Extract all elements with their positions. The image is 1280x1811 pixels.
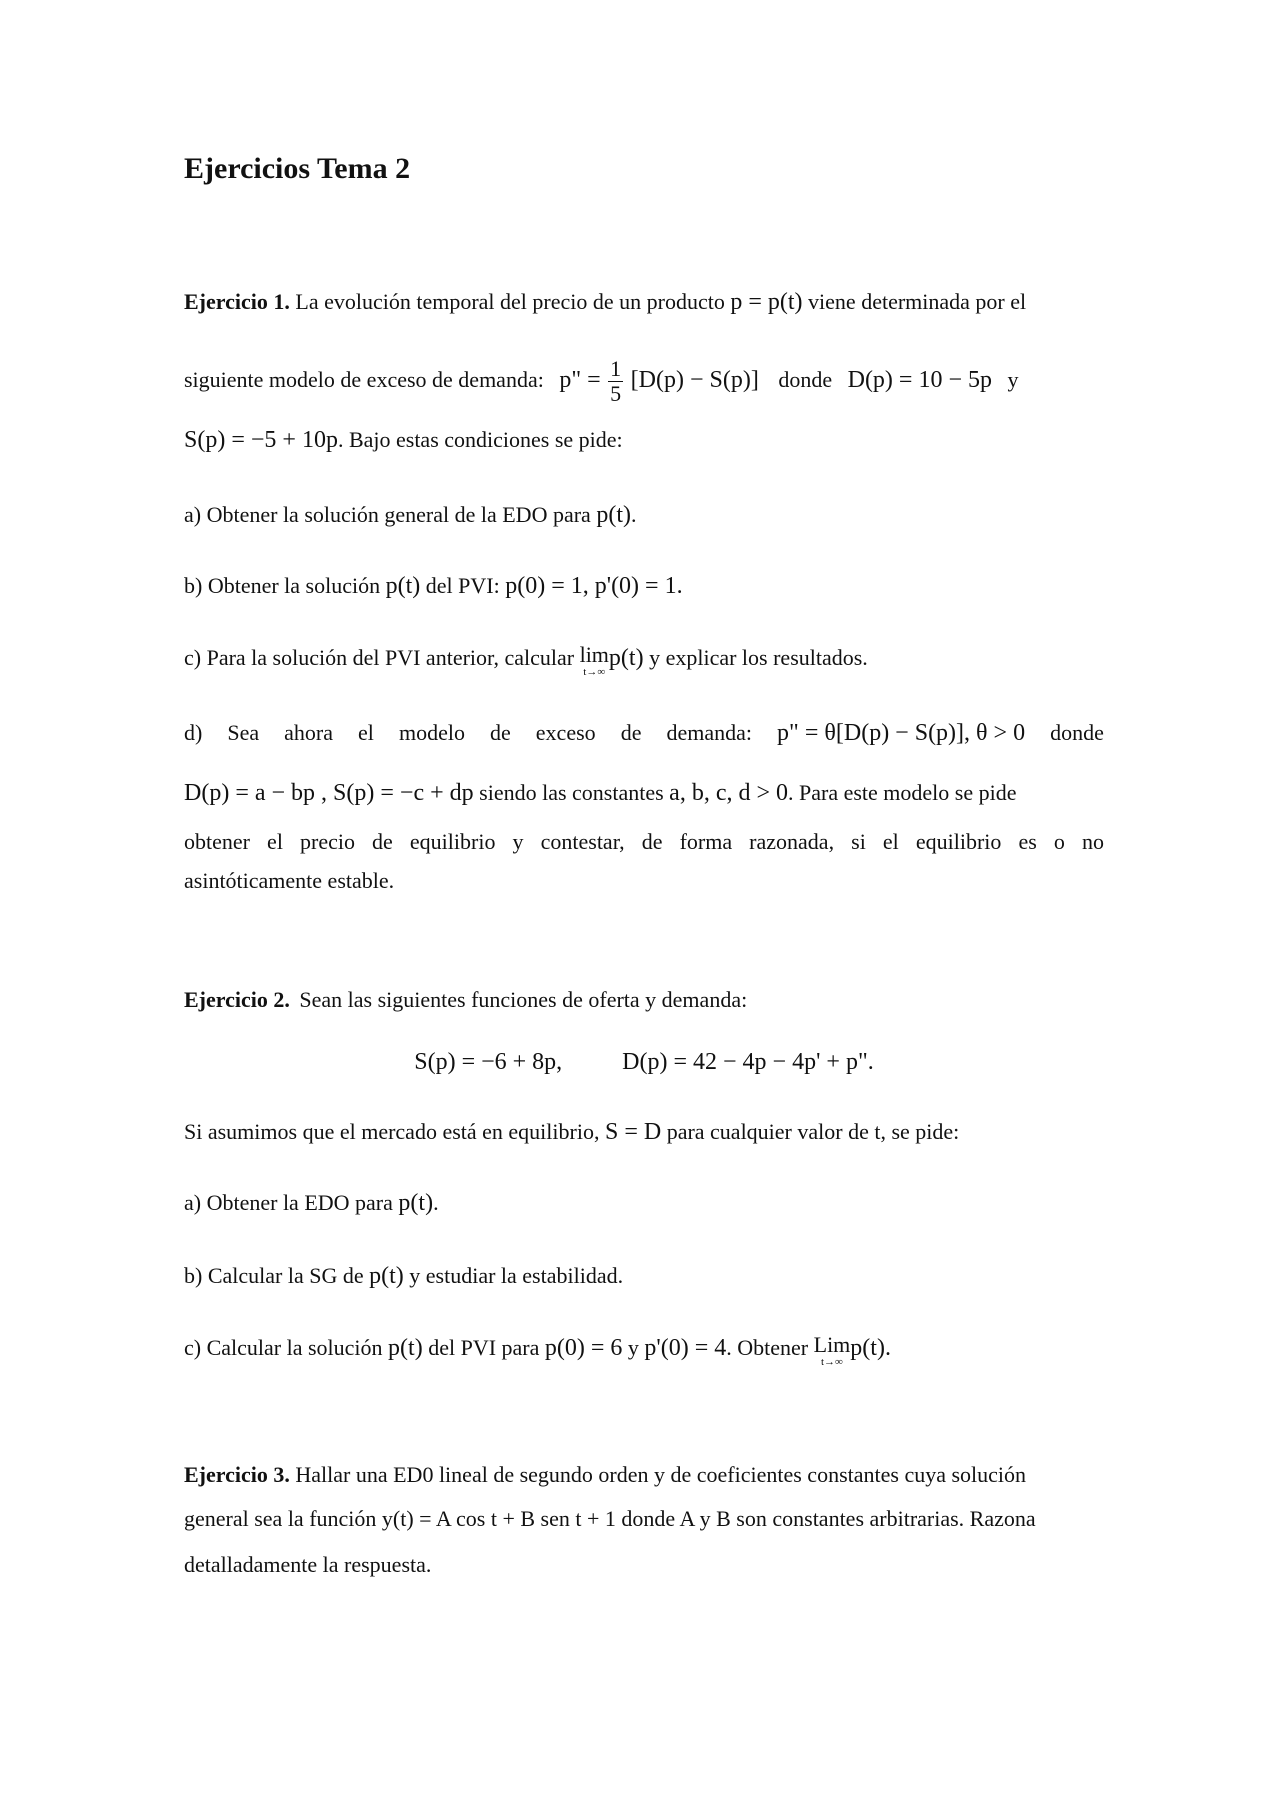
ex1-math-price: p = p(t) [730, 289, 803, 315]
d-word: modelo [398, 720, 465, 745]
ex1-part-b [184, 571, 1104, 601]
ex2-condition [184, 1117, 1104, 1147]
lim-subscript: t→∞ [583, 666, 606, 678]
ex2-c-cond2: p'(0) = 4 [644, 1335, 727, 1361]
ex3-text-tail: donde A y B son constantes arbitrarias. Razona [621, 1506, 1036, 1531]
d-word: de [490, 720, 511, 745]
lim-label: lim [579, 642, 609, 667]
ex2-c-pvi: del PVI para [428, 1335, 540, 1360]
ex2-demand-eq: D(p) = 42 − 4p − 4p' + p". [622, 1049, 874, 1075]
ex2-c-limit-math: p(t). [850, 1335, 891, 1361]
ex1-c-text: c) Para la solución del PVI anterior, calcular [184, 645, 575, 670]
ex1-d-text: siendo las constantes [479, 780, 664, 805]
ex2-intro-text: Sean las siguientes funciones de oferta y demanda: [299, 987, 748, 1012]
ex1-b-math: p(t) [385, 573, 421, 599]
ex1-model-lhs: p" = [559, 367, 601, 393]
ex3-text: Hallar una ED0 lineal de segundo orden y de coeficientes constantes cuya solución [295, 1462, 1027, 1487]
ex3-line-1 [184, 1460, 1104, 1490]
ex1-part-d-line-4: asintóticamente estable. [184, 868, 395, 893]
ex2-c-cond1: p(0) = 6 [544, 1335, 623, 1361]
d-word: d) [184, 720, 203, 745]
ex1-model-bracket: [D(p) − S(p)] [630, 367, 759, 393]
ex1-demand-fn: D(p) = 10 − 5p [847, 367, 992, 393]
ex1-d-functions: D(p) = a − bp , S(p) = −c + dp [184, 780, 474, 806]
ex1-label: Ejercicio 1. [184, 289, 290, 314]
fraction-denominator: 5 [610, 381, 622, 407]
ex1-d-constants: a, b, c, d > 0 [669, 780, 789, 806]
ex1-fraction [608, 357, 623, 406]
ex1-part-d-line-2 [184, 778, 1104, 808]
page-title: Ejercicios Tema 2 [184, 152, 411, 185]
ex2-supply-eq: S(p) = −6 + 8p, [414, 1049, 563, 1075]
ex2-part-c [184, 1333, 1104, 1367]
ex1-a-text: a) Obtener la solución general de la EDO para [184, 502, 591, 527]
ex2-a-math: p(t) [398, 1190, 434, 1216]
ex1-a-math: p(t) [596, 502, 631, 528]
ex2-cond-math: S = D [604, 1119, 662, 1145]
ex3-label: Ejercicio 3. [184, 1462, 290, 1487]
ex3-line-3: detalladamente la respuesta. [184, 1552, 432, 1577]
ex2-b-text: b) Calcular la SG de [184, 1263, 364, 1288]
ex2-part-b [184, 1261, 1104, 1291]
ex1-d-donde: donde [1050, 720, 1104, 745]
ex1-part-c [184, 643, 1104, 677]
ex1-b-pvi: del PVI: [425, 573, 500, 598]
d-word: Sea [227, 720, 260, 745]
fraction-numerator: 1 [610, 356, 622, 382]
ex1-line-1 [184, 287, 1104, 317]
ex1-b-text: b) Obtener la solución [184, 573, 381, 598]
ex1-line-2 [184, 350, 1104, 410]
d-word: el [358, 720, 374, 745]
ex2-b-tail: y estudiar la estabilidad. [409, 1263, 624, 1288]
ex2-c-obtain: . Obtener [726, 1335, 809, 1360]
ex1-supply-fn: S(p) = −5 + 10p [184, 427, 338, 453]
ex2-intro [184, 985, 1104, 1015]
ex1-b-conditions: p(0) = 1, p'(0) = 1. [505, 573, 683, 599]
ex2-equations [184, 1047, 1104, 1077]
ex2-part-a: a) Obtener la EDO para p(t). [184, 1190, 439, 1216]
ex1-text-tail: viene determinada por el [808, 289, 1027, 314]
ex2-cond-text: Si asumimos que el mercado está en equilibrio, [184, 1119, 600, 1144]
ex1-c-limit [580, 643, 609, 677]
d-word: exceso [535, 720, 596, 745]
ex2-c-math: p(t) [388, 1335, 423, 1361]
ex2-b-math: p(t) [369, 1263, 404, 1289]
lim-subscript: t→∞ [821, 1356, 843, 1368]
ex1-part-a: a) Obtener la solución general de la EDO para p(t). [184, 502, 637, 528]
d-word: de [620, 720, 642, 745]
ex2-c-limit [814, 1333, 851, 1367]
ex2-a-text: a) Obtener la EDO para [184, 1190, 393, 1215]
ex1-part-d-line-3: obtener el precio de equilibrio y contestar, de forma razonada, si el equilibrio es o no [184, 829, 1104, 854]
d-word: demanda: [666, 720, 753, 745]
ex1-part-d-line-1 [184, 718, 1104, 748]
ex1-c-math: p(t) [608, 645, 644, 671]
ex1-d-text-tail: . Para este modelo se pide [788, 780, 1017, 805]
ex1-line-3 [184, 425, 1104, 455]
ex1-d-model: p" = θ[D(p) − S(p)], θ > 0 [777, 720, 1026, 746]
ex2-c-y: y [627, 1335, 639, 1360]
lim-label: Lim [813, 1332, 851, 1357]
ex1-text: La evolución temporal del precio de un producto [295, 289, 725, 314]
ex1-donde: donde [778, 367, 833, 392]
ex1-y: y [1007, 367, 1019, 392]
ex1-c-tail: y explicar los resultados. [649, 645, 868, 670]
ex2-label: Ejercicio 2. [184, 987, 290, 1012]
ex2-cond-tail: para cualquier valor de t, se pide: [666, 1119, 960, 1144]
ex3-line-2 [184, 1504, 1104, 1534]
ex1-conditions-text: . Bajo estas condiciones se pide: [337, 427, 623, 452]
ex1-model-text: siguiente modelo de exceso de demanda: [184, 367, 544, 392]
ex2-c-text: c) Calcular la solución [184, 1335, 383, 1360]
ex3-text-2: general sea la función [184, 1506, 377, 1531]
d-word: ahora [284, 720, 334, 745]
ex3-solution: y(t) = A cos t + B sen t + 1 [381, 1506, 616, 1531]
